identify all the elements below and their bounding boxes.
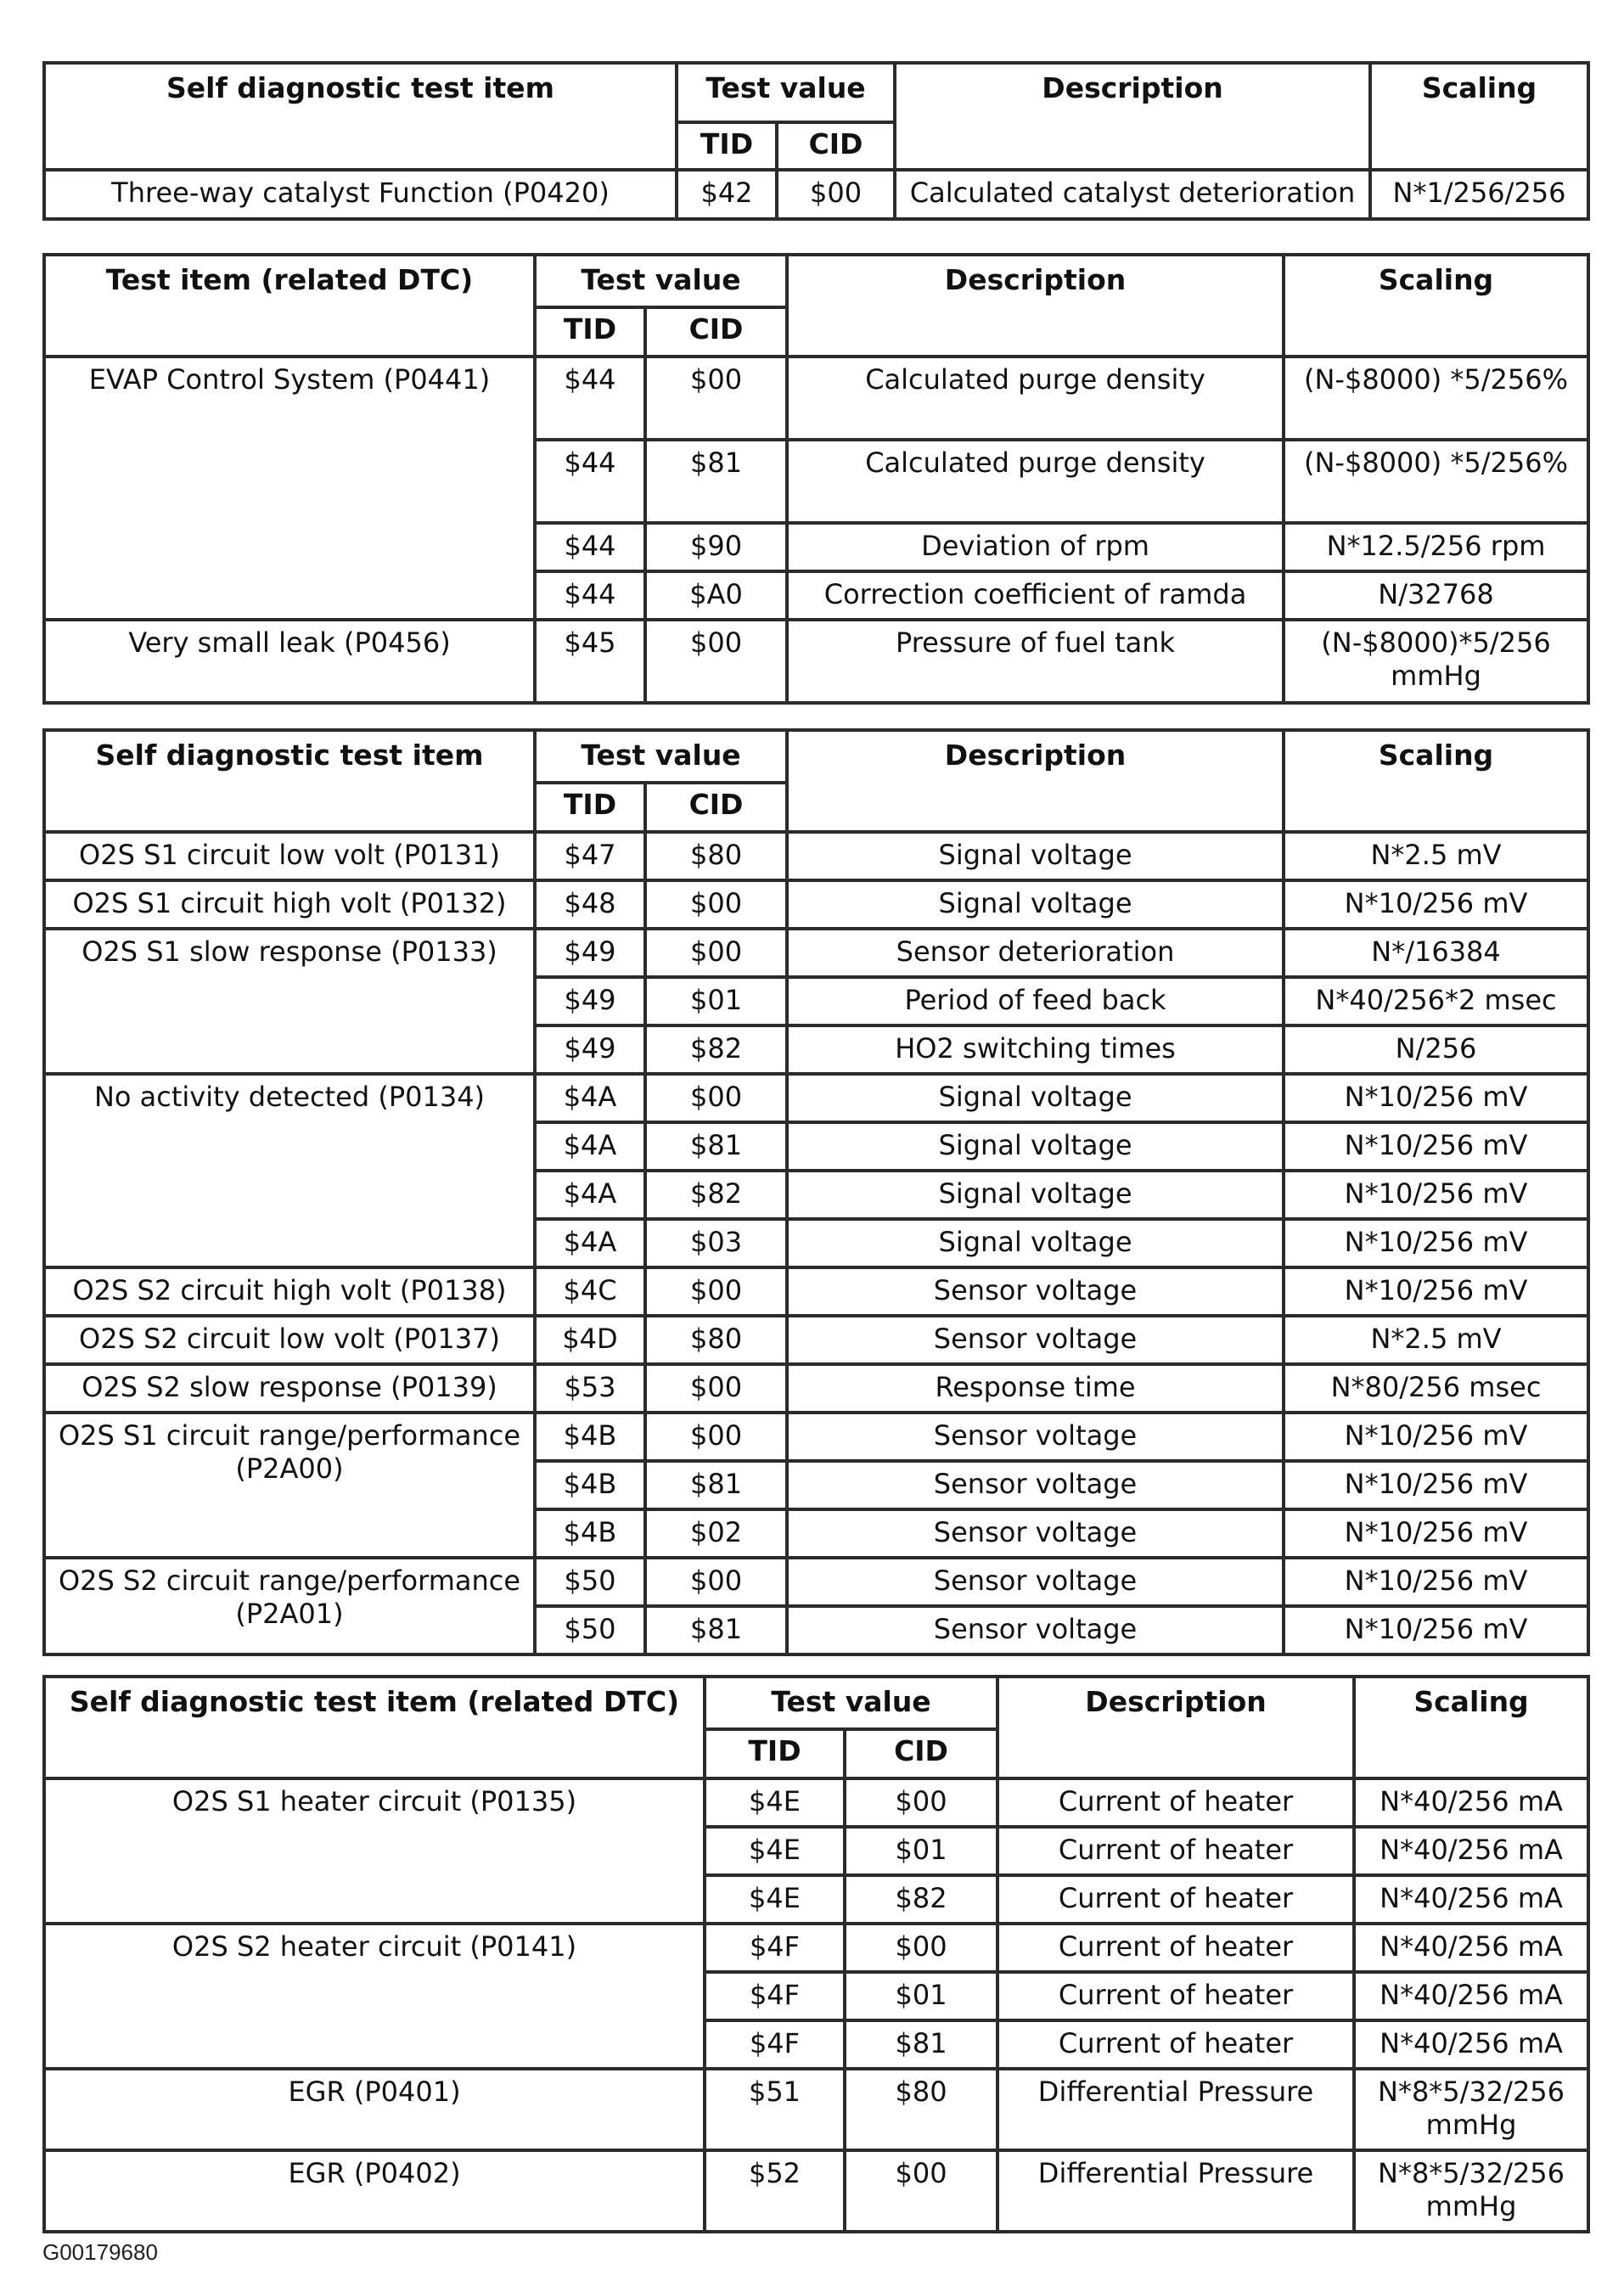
cid-cell: $00 xyxy=(645,1267,787,1316)
cid-cell: $00 xyxy=(645,620,787,703)
test-item: O2S S2 heater circuit (P0141) xyxy=(44,1924,705,2069)
figure-id: G00179680 xyxy=(42,2239,158,2265)
cid-cell: $A0 xyxy=(645,571,787,620)
description-cell: Sensor voltage xyxy=(787,1461,1284,1509)
table-row xyxy=(44,1316,1588,1364)
table-row xyxy=(44,2069,1588,2150)
test-item: EVAP Control System (P0441) xyxy=(44,357,535,620)
scaling-cell: N*40/256 mA xyxy=(1354,1827,1588,1875)
test-item: O2S S2 slow response (P0139) xyxy=(44,1364,535,1413)
table-row xyxy=(44,1558,1588,1606)
tid-cell: $44 xyxy=(535,571,645,620)
description-cell: Calculated catalyst deterioration xyxy=(895,170,1370,219)
scaling-cell: N*10/256 mV xyxy=(1284,1074,1588,1122)
test-item: O2S S1 circuit low volt (P0131) xyxy=(44,832,535,880)
scaling-cell: N*40/256 mA xyxy=(1354,1778,1588,1827)
test-item: No activity detected (P0134) xyxy=(44,1074,535,1267)
description-cell: Correction coefficient of ramda xyxy=(787,571,1284,620)
header-tid: TID xyxy=(677,122,777,170)
table-row xyxy=(44,1267,1588,1316)
catalyst-test-table xyxy=(42,61,1590,221)
scaling-cell: N*10/256 mV xyxy=(1284,1606,1588,1654)
header-test-value: Test value xyxy=(535,255,787,307)
tid-cell: $42 xyxy=(677,170,777,219)
description-cell: Signal voltage xyxy=(787,1219,1284,1267)
cid-cell: $00 xyxy=(645,1558,787,1606)
scaling-cell: N*40/256 mA xyxy=(1354,1972,1588,2020)
description-cell: Sensor voltage xyxy=(787,1316,1284,1364)
scaling-cell: N*80/256 msec xyxy=(1284,1364,1588,1413)
cid-cell: $00 xyxy=(845,1924,997,1972)
description-cell: Calculated purge density xyxy=(787,357,1284,440)
scaling-cell: (N-$8000)*5/256 mmHg xyxy=(1284,620,1588,703)
table-row xyxy=(44,1778,1588,1827)
test-item: EGR (P0401) xyxy=(44,2069,705,2150)
tid-cell: $4B xyxy=(535,1509,645,1558)
test-item: O2S S2 circuit low volt (P0137) xyxy=(44,1316,535,1364)
header-cid: CID xyxy=(777,122,895,170)
cid-cell: $81 xyxy=(845,2020,997,2069)
cid-cell: $00 xyxy=(777,170,895,219)
tid-cell: $4B xyxy=(535,1413,645,1461)
cid-cell: $80 xyxy=(645,1316,787,1364)
table-row xyxy=(44,1413,1588,1461)
cid-cell: $80 xyxy=(845,2069,997,2150)
test-item: O2S S1 heater circuit (P0135) xyxy=(44,1778,705,1924)
cid-cell: $00 xyxy=(645,357,787,440)
description-cell: Calculated purge density xyxy=(787,440,1284,523)
scaling-cell: N*40/256*2 msec xyxy=(1284,977,1588,1025)
cid-cell: $00 xyxy=(845,1778,997,1827)
cid-cell: $00 xyxy=(645,929,787,977)
tid-cell: $44 xyxy=(535,523,645,571)
test-item: O2S S1 circuit range/performance (P2A00) xyxy=(44,1413,535,1558)
table-row xyxy=(44,1364,1588,1413)
header-tid: TID xyxy=(535,307,645,357)
cid-cell: $81 xyxy=(645,1461,787,1509)
description-cell: Current of heater xyxy=(997,1924,1354,1972)
tid-cell: $52 xyxy=(705,2150,845,2232)
scaling-cell: N*40/256 mA xyxy=(1354,1875,1588,1924)
tid-cell: $47 xyxy=(535,832,645,880)
o2-sensor-test-table xyxy=(42,728,1590,1656)
scaling-cell: N*10/256 mV xyxy=(1284,1171,1588,1219)
scaling-cell: N*10/256 mV xyxy=(1284,1122,1588,1171)
tid-cell: $44 xyxy=(535,357,645,440)
cid-cell: $81 xyxy=(645,1606,787,1654)
description-cell: Signal voltage xyxy=(787,1171,1284,1219)
description-cell: Sensor voltage xyxy=(787,1509,1284,1558)
header-item: Self diagnostic test item xyxy=(44,63,677,170)
header-scaling: Scaling xyxy=(1354,1677,1588,1778)
header-item: Self diagnostic test item (related DTC) xyxy=(44,1677,705,1778)
cid-cell: $00 xyxy=(645,1364,787,1413)
cid-cell: $82 xyxy=(845,1875,997,1924)
table-row xyxy=(44,929,1588,977)
test-item: Very small leak (P0456) xyxy=(44,620,535,703)
scaling-cell: N*10/256 mV xyxy=(1284,1558,1588,1606)
scaling-cell: N*2.5 mV xyxy=(1284,1316,1588,1364)
description-cell: Signal voltage xyxy=(787,880,1284,929)
tid-cell: $45 xyxy=(535,620,645,703)
tid-cell: $44 xyxy=(535,440,645,523)
header-description: Description xyxy=(997,1677,1354,1778)
header-test-value: Test value xyxy=(677,63,895,122)
scaling-cell: N*40/256 mA xyxy=(1354,1924,1588,1972)
header-item: Test item (related DTC) xyxy=(44,255,535,357)
scaling-cell: N*8*5/32/256 mmHg xyxy=(1354,2069,1588,2150)
cid-cell: $90 xyxy=(645,523,787,571)
description-cell: Pressure of fuel tank xyxy=(787,620,1284,703)
description-cell: Differential Pressure xyxy=(997,2150,1354,2232)
cid-cell: $01 xyxy=(645,977,787,1025)
description-cell: Current of heater xyxy=(997,1875,1354,1924)
test-item: O2S S1 circuit high volt (P0132) xyxy=(44,880,535,929)
description-cell: Sensor voltage xyxy=(787,1606,1284,1654)
description-cell: Sensor deterioration xyxy=(787,929,1284,977)
table-row xyxy=(44,2150,1588,2232)
tid-cell: $51 xyxy=(705,2069,845,2150)
description-cell: Current of heater xyxy=(997,1827,1354,1875)
heater-egr-test-table xyxy=(42,1675,1590,2233)
table-row xyxy=(44,357,1588,440)
scaling-cell: N*8*5/32/256 mmHg xyxy=(1354,2150,1588,2232)
description-cell: Sensor voltage xyxy=(787,1558,1284,1606)
description-cell: Current of heater xyxy=(997,2020,1354,2069)
scaling-cell: N*2.5 mV xyxy=(1284,832,1588,880)
description-cell: Sensor voltage xyxy=(787,1413,1284,1461)
scaling-cell: N*10/256 mV xyxy=(1284,1219,1588,1267)
tid-cell: $50 xyxy=(535,1558,645,1606)
test-item: EGR (P0402) xyxy=(44,2150,705,2232)
scaling-cell: N*10/256 mV xyxy=(1284,880,1588,929)
description-cell: Current of heater xyxy=(997,1778,1354,1827)
tid-cell: $4F xyxy=(705,2020,845,2069)
test-item: O2S S2 circuit high volt (P0138) xyxy=(44,1267,535,1316)
table-row xyxy=(44,620,1588,703)
tid-cell: $4E xyxy=(705,1875,845,1924)
table-row xyxy=(44,1924,1588,1972)
scaling-cell: (N-$8000) *5/256% xyxy=(1284,440,1588,523)
cid-cell: $81 xyxy=(645,1122,787,1171)
tid-cell: $4F xyxy=(705,1972,845,2020)
table-row xyxy=(44,1074,1588,1122)
description-cell: Deviation of rpm xyxy=(787,523,1284,571)
cid-cell: $00 xyxy=(645,1413,787,1461)
tid-cell: $49 xyxy=(535,929,645,977)
scaling-cell: N/256 xyxy=(1284,1025,1588,1074)
header-test-value: Test value xyxy=(535,730,787,783)
scaling-cell: (N-$8000) *5/256% xyxy=(1284,357,1588,440)
cid-cell: $01 xyxy=(845,1972,997,2020)
header-description: Description xyxy=(787,730,1284,832)
header-description: Description xyxy=(787,255,1284,357)
scaling-cell: N*10/256 mV xyxy=(1284,1267,1588,1316)
cid-cell: $00 xyxy=(645,880,787,929)
cid-cell: $82 xyxy=(645,1025,787,1074)
description-cell: Differential Pressure xyxy=(997,2069,1354,2150)
table-row xyxy=(44,880,1588,929)
header-test-value: Test value xyxy=(705,1677,997,1729)
header-description: Description xyxy=(895,63,1370,170)
header-tid: TID xyxy=(535,783,645,832)
description-cell: Signal voltage xyxy=(787,1074,1284,1122)
tid-cell: $49 xyxy=(535,977,645,1025)
header-tid: TID xyxy=(705,1729,845,1778)
description-cell: Signal voltage xyxy=(787,1122,1284,1171)
tid-cell: $4F xyxy=(705,1924,845,1972)
cid-cell: $01 xyxy=(845,1827,997,1875)
scaling-cell: N*12.5/256 rpm xyxy=(1284,523,1588,571)
scaling-cell: N*/16384 xyxy=(1284,929,1588,977)
scaling-cell: N*40/256 mA xyxy=(1354,2020,1588,2069)
tid-cell: $4C xyxy=(535,1267,645,1316)
header-item: Self diagnostic test item xyxy=(44,730,535,832)
scaling-cell: N*10/256 mV xyxy=(1284,1509,1588,1558)
tid-cell: $53 xyxy=(535,1364,645,1413)
tid-cell: $4B xyxy=(535,1461,645,1509)
tid-cell: $4A xyxy=(535,1171,645,1219)
tid-cell: $48 xyxy=(535,880,645,929)
header-scaling: Scaling xyxy=(1284,255,1588,357)
tid-cell: $4A xyxy=(535,1219,645,1267)
tid-cell: $4E xyxy=(705,1827,845,1875)
scaling-cell: N*10/256 mV xyxy=(1284,1461,1588,1509)
description-cell: HO2 switching times xyxy=(787,1025,1284,1074)
cid-cell: $00 xyxy=(645,1074,787,1122)
tid-cell: $4A xyxy=(535,1122,645,1171)
cid-cell: $80 xyxy=(645,832,787,880)
cid-cell: $81 xyxy=(645,440,787,523)
tid-cell: $50 xyxy=(535,1606,645,1654)
header-cid: CID xyxy=(645,783,787,832)
description-cell: Period of feed back xyxy=(787,977,1284,1025)
tid-cell: $49 xyxy=(535,1025,645,1074)
scaling-cell: N*1/256/256 xyxy=(1370,170,1588,219)
scaling-cell: N*10/256 mV xyxy=(1284,1413,1588,1461)
tid-cell: $4E xyxy=(705,1778,845,1827)
test-item: Three-way catalyst Function (P0420) xyxy=(44,170,677,219)
description-cell: Sensor voltage xyxy=(787,1267,1284,1316)
test-item: O2S S1 slow response (P0133) xyxy=(44,929,535,1074)
header-scaling: Scaling xyxy=(1284,730,1588,832)
scaling-cell: N/32768 xyxy=(1284,571,1588,620)
evap-test-table xyxy=(42,253,1590,705)
cid-cell: $82 xyxy=(645,1171,787,1219)
header-scaling: Scaling xyxy=(1370,63,1588,170)
test-item: O2S S2 circuit range/performance (P2A01) xyxy=(44,1558,535,1654)
cid-cell: $03 xyxy=(645,1219,787,1267)
tid-cell: $4A xyxy=(535,1074,645,1122)
table-row xyxy=(44,832,1588,880)
header-cid: CID xyxy=(645,307,787,357)
cid-cell: $00 xyxy=(845,2150,997,2232)
description-cell: Signal voltage xyxy=(787,832,1284,880)
description-cell: Response time xyxy=(787,1364,1284,1413)
table-row xyxy=(44,170,1588,219)
description-cell: Current of heater xyxy=(997,1972,1354,2020)
tid-cell: $4D xyxy=(535,1316,645,1364)
header-cid: CID xyxy=(845,1729,997,1778)
cid-cell: $02 xyxy=(645,1509,787,1558)
